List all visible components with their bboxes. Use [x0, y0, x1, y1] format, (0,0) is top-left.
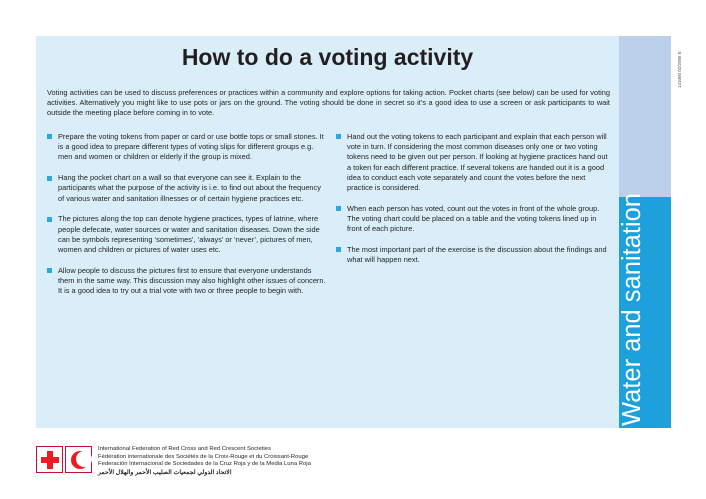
- organization-name-en: International Federation of Red Cross and Red Crescent Societies: [98, 446, 271, 452]
- bullet-square-icon: [336, 134, 341, 139]
- list-item-text: The most important part of the exercise is the discussion about the findings and what will happen next.: [347, 245, 607, 265]
- bullet-square-icon: [336, 206, 341, 211]
- bullet-square-icon: [336, 247, 341, 252]
- organization-name: [98, 446, 398, 476]
- right-column: [336, 132, 610, 276]
- list-item: [336, 132, 610, 193]
- list-item-text: The pictures along the top can denote hygiene practices, types of latrine, where people defecate, water sources or water and sanitation diseases. Down the side can be symbols representing ‘sometimes’, ‘always’ or ‘never’, pictures of men, women and children or pictures of water uses etc.: [58, 214, 320, 255]
- sidebar-top-block: [619, 36, 671, 197]
- organization-name-ar: الاتحاد الدولي لجمعيات الصليب الأحمر والهلال الأحمر: [98, 468, 232, 476]
- page-title: How to do a voting activity: [181, 44, 474, 70]
- red-cross-icon: [36, 446, 63, 473]
- list-item: [47, 132, 328, 163]
- intro-paragraph: Voting activities can be used to discuss preferences or practices within a community and explore options for taking action. Pocket charts (see below) can be used for voting activities. Alternatively you might like to use pots or jars on the ground. The voting should be done in secret so it’s a good idea to use a screen or ask participants to wait outside the meeting place before coming in to vote.: [47, 88, 610, 118]
- left-column: [47, 132, 328, 307]
- bullet-square-icon: [47, 217, 52, 222]
- section-label: Water and sanitation: [618, 193, 646, 426]
- list-item: [336, 204, 610, 235]
- list-item: [47, 214, 328, 255]
- sidebar-section-tab: [618, 193, 671, 428]
- bullet-square-icon: [47, 176, 52, 181]
- list-item-text: Hand out the voting tokens to each participant and explain that each person will vote in turn. If considering the most common diseases only one or two voting tokens need to be given out per person. If looking at hygiene practices hand out a token for each different practice. If several tokens are handed out it is a good idea to conduct each vote separately and count the votes before the next practice is considered.: [347, 132, 608, 193]
- emblem-logo: [36, 446, 92, 473]
- list-item-text: Hang the pocket chart on a wall so that everyone can see it. Explain to the participants what the purpose of the activity is i.e. to find out about the frequency of various water and sanitation illnesses or of certain hygiene practices etc.: [58, 173, 321, 203]
- red-crescent-icon: [65, 446, 92, 473]
- bullet-square-icon: [47, 268, 52, 273]
- list-item-text: Prepare the voting tokens from paper or card or use bottle tops or small stones. It is a good idea to prepare different types of voting slips for different groups e.g. men and women or children or elderly if the group is mixed.: [58, 132, 324, 162]
- list-item-text: When each person has voted, count out the votes in front of the whole group. The voting chart could be placed on a table and the voting tokens lined up in front of each picture.: [347, 203, 600, 234]
- organization-name-es: Federación Internacional de Sociedades de la Cruz Roja y de la Media Luna Roja: [98, 461, 311, 468]
- content-panel: [36, 36, 619, 428]
- list-item: [47, 266, 328, 297]
- reference-code: 141000 02/2006 E: [677, 51, 682, 88]
- bullet-square-icon: [47, 134, 52, 139]
- list-item: [47, 173, 328, 204]
- list-item: [336, 245, 610, 265]
- list-item-text: Allow people to discuss the pictures first to ensure that everyone understands them in the same way. This discussion may also highlight other issues of concern. It is a good idea to try out a trial vote with two or three people to begin with.: [58, 265, 326, 296]
- organization-name-fr: Fédération internationale des Sociétés de la Croix-Rouge et du Croissant-Rouge: [98, 453, 309, 460]
